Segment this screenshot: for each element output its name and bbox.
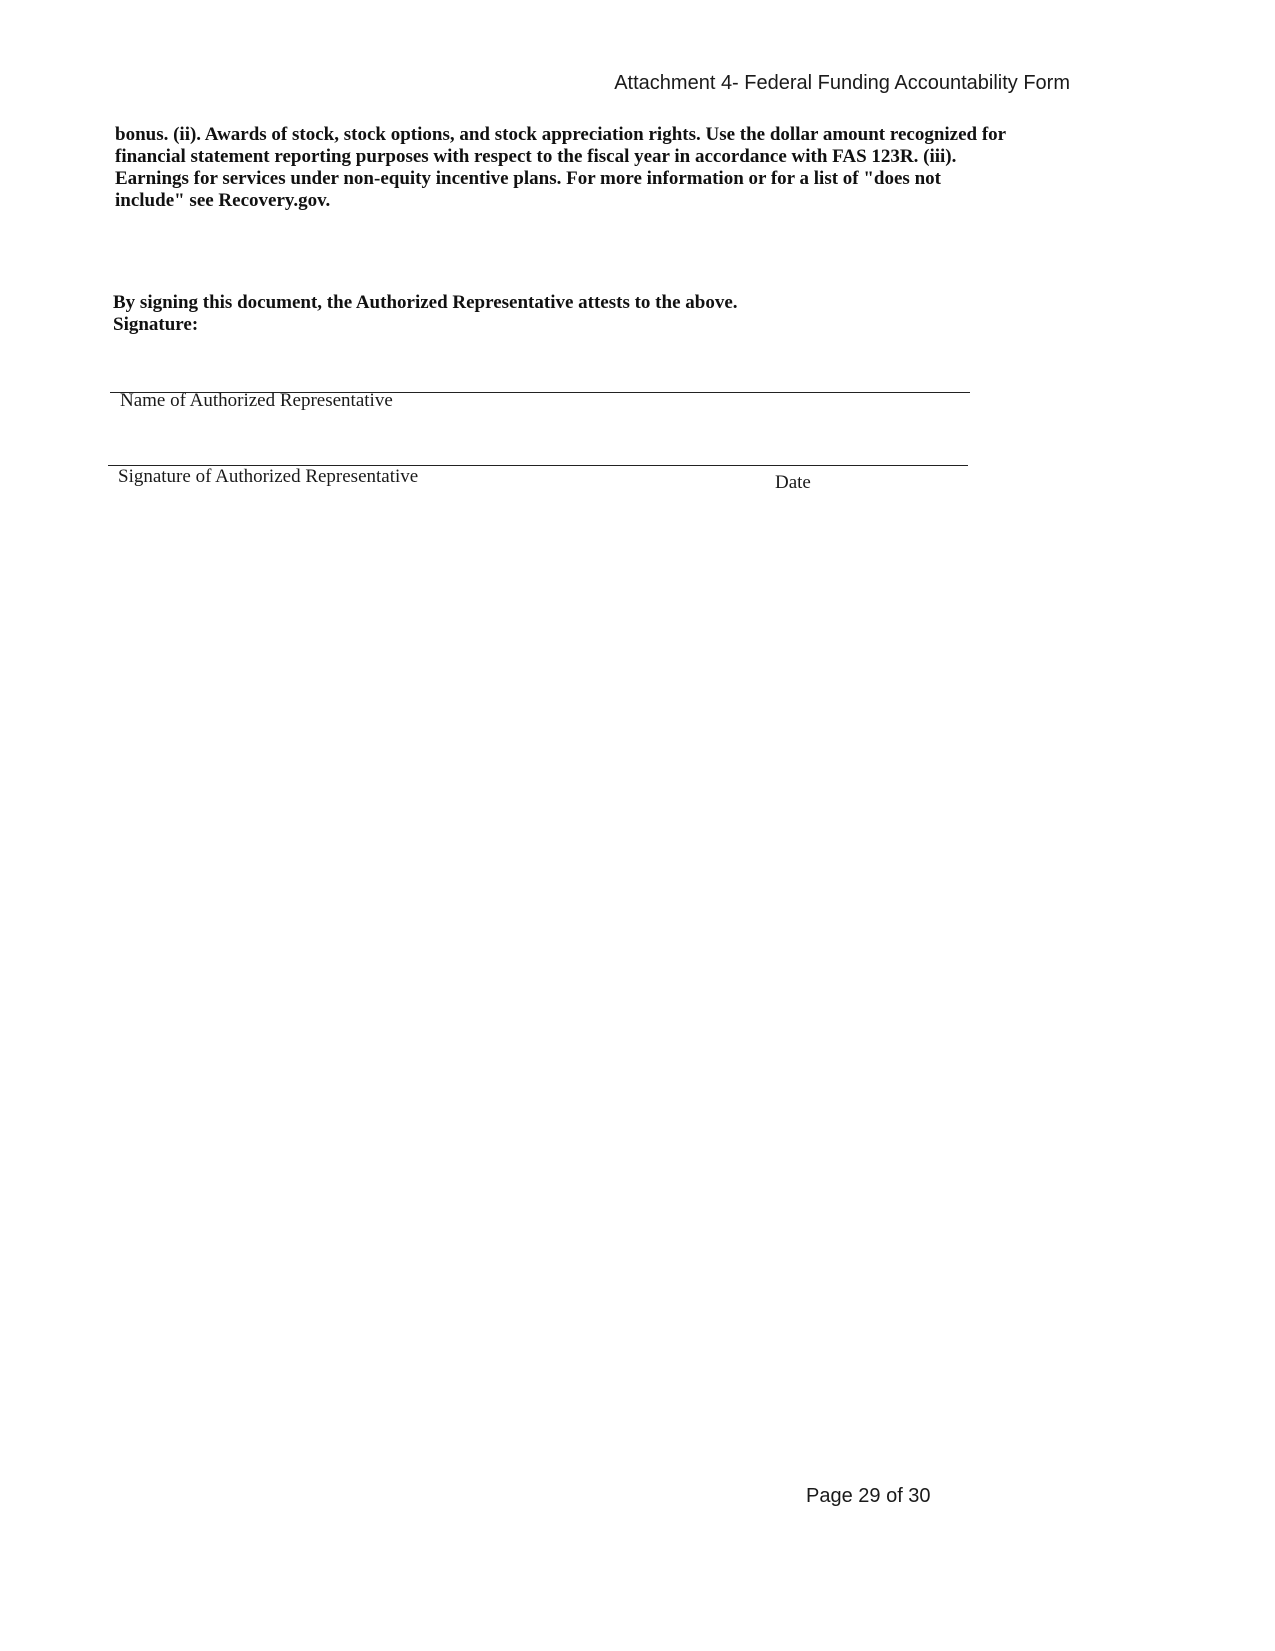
body-line: Earnings for services under non-equity incentive plans. For more information or for a list of "does not <box>115 168 941 189</box>
page-header-title: Attachment 4- Federal Funding Accountability Form <box>614 72 1070 94</box>
name-field-label: Name of Authorized Representative <box>120 390 393 411</box>
body-line: include" see Recovery.gov. <box>115 190 331 211</box>
body-line: financial statement reporting purposes with respect to the fiscal year in accordance with FAS 123R. (iii). <box>115 146 957 167</box>
page-number: Page 29 of 30 <box>806 1485 931 1507</box>
body-line: bonus. (ii). Awards of stock, stock options, and stock appreciation rights. Use the dollar amount recognized for <box>115 124 1007 145</box>
signature-field-label: Signature of Authorized Representative <box>118 466 419 487</box>
signature-heading: Signature: <box>113 314 199 335</box>
attestation-block <box>113 292 738 336</box>
date-field-label: Date <box>775 472 811 493</box>
body-paragraph <box>115 124 1145 212</box>
attestation-statement: By signing this document, the Authorized Representative attests to the above. <box>113 292 738 313</box>
